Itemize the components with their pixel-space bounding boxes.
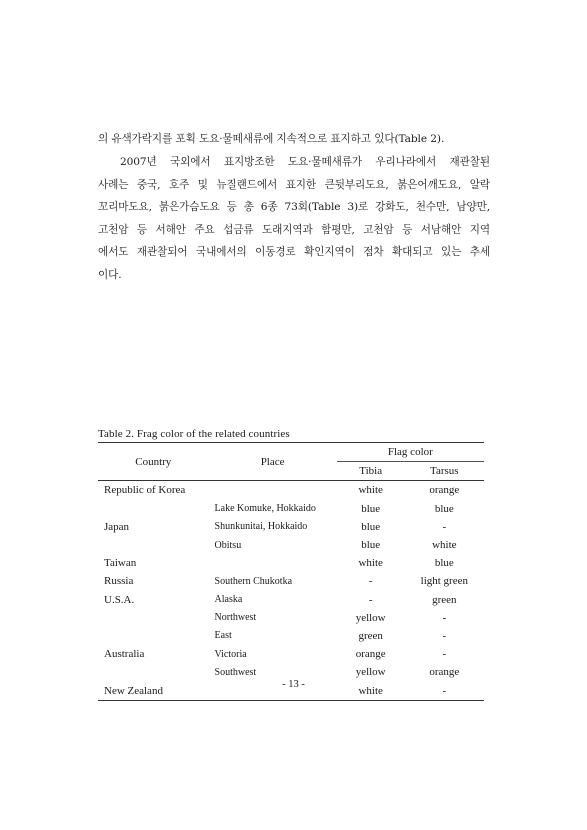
cell-tibia: blue <box>361 539 381 552</box>
table-row <box>98 518 484 536</box>
cell-tarsus: white <box>432 539 457 552</box>
cell-place: Lake Komuke, Hokkaido <box>214 503 316 515</box>
cell-tibia: blue <box>361 520 381 533</box>
cell-tibia: white <box>358 684 383 697</box>
cell-tibia: green <box>358 629 383 642</box>
header-tarsus: Tarsus <box>430 465 459 478</box>
cell-country <box>98 609 209 627</box>
table-row <box>98 591 484 609</box>
cell-place <box>209 481 337 500</box>
cell-tarsus: - <box>442 629 447 642</box>
cell-tibia: - <box>368 593 373 606</box>
page-number: - 13 - <box>282 679 305 690</box>
cell-tarsus: green <box>432 593 457 606</box>
table-row <box>98 572 484 590</box>
paragraph-body <box>98 151 490 286</box>
cell-place: Shunkunitai, Hokkaido <box>214 521 308 533</box>
cell-tarsus: - <box>442 648 447 661</box>
flag-color-table <box>98 442 484 701</box>
cell-place: Victoria <box>214 648 247 660</box>
paragraph-continuation <box>98 128 490 151</box>
paragraph-line: 꼬리마도요, 붉은가슴도요 등 총 6종 73회(Table 3)로 강화도, 천수만, 남양만, <box>98 201 490 213</box>
cell-tibia: yellow <box>355 611 386 624</box>
table-row <box>98 645 484 663</box>
paragraph-line: 고천암 등 서해안 주요 섭금류 도래지역과 함평만, 고천암 등 서남해안 지역 <box>98 223 490 236</box>
cell-tarsus: blue <box>434 557 454 570</box>
table-row <box>98 554 484 572</box>
cell-tibia: orange <box>355 648 386 661</box>
cell-tarsus: - <box>442 611 447 624</box>
cell-country: New Zealand <box>104 684 163 697</box>
cell-country: Taiwan <box>104 557 137 570</box>
table-body <box>98 481 484 700</box>
table-row <box>98 500 484 518</box>
cell-tarsus: orange <box>429 666 460 679</box>
table-row <box>98 609 484 627</box>
header-country: Country <box>135 455 172 468</box>
cell-tarsus: light green <box>420 575 468 588</box>
paragraph-line: 사례는 중국, 호주 및 뉴질랜드에서 표지한 큰뒷부리도요, 붉은어깨도요, 알락 <box>98 178 490 191</box>
cell-tibia: yellow <box>355 666 386 679</box>
table-caption: Table 2. Frag color of the related countries <box>98 428 290 440</box>
cell-country: Japan <box>104 520 130 533</box>
paragraph-line: 이다. <box>98 268 122 281</box>
header-tibia: Tibia <box>359 465 383 478</box>
cell-place: East <box>214 630 232 642</box>
cell-country: Republic of Korea <box>104 484 186 497</box>
cell-country: Russia <box>104 575 134 588</box>
cell-tarsus: - <box>442 520 447 533</box>
cell-place: Southern Chukotka <box>214 575 293 587</box>
header-flag-color: Flag color <box>337 443 484 462</box>
cell-place: Obitsu <box>214 539 242 551</box>
cell-country: Australia <box>104 648 145 661</box>
cell-place: Northwest <box>214 612 257 624</box>
cell-tarsus: - <box>442 684 447 697</box>
cell-country <box>98 536 209 554</box>
cell-tibia: white <box>358 484 383 497</box>
cell-country <box>98 500 209 518</box>
cell-tarsus: orange <box>429 484 460 497</box>
cell-country <box>98 627 209 645</box>
header-place: Place <box>260 455 285 468</box>
table-row <box>98 481 484 500</box>
table-row <box>98 627 484 645</box>
cell-tibia: - <box>368 575 373 588</box>
cell-tibia: blue <box>361 502 381 515</box>
paragraph-line: 2007년 국외에서 표지방조한 도요·물떼새류가 우리나라에서 재관찰된 <box>120 156 490 168</box>
paragraph-line: 의 유색가락지를 포획 도요·물떼새류에 지속적으로 표지하고 있다(Table 2). <box>98 133 445 145</box>
cell-place: Southwest <box>214 666 257 678</box>
paragraph-line: 에서도 재관찰되어 국내에서의 이동경로 확인지역이 점차 확대되고 있는 추세 <box>98 246 490 258</box>
cell-place <box>209 554 337 572</box>
cell-tibia: white <box>358 557 383 570</box>
cell-tarsus: blue <box>434 502 454 515</box>
table-row <box>98 536 484 554</box>
cell-place: Alaska <box>214 594 243 606</box>
cell-country: U.S.A. <box>104 593 135 606</box>
